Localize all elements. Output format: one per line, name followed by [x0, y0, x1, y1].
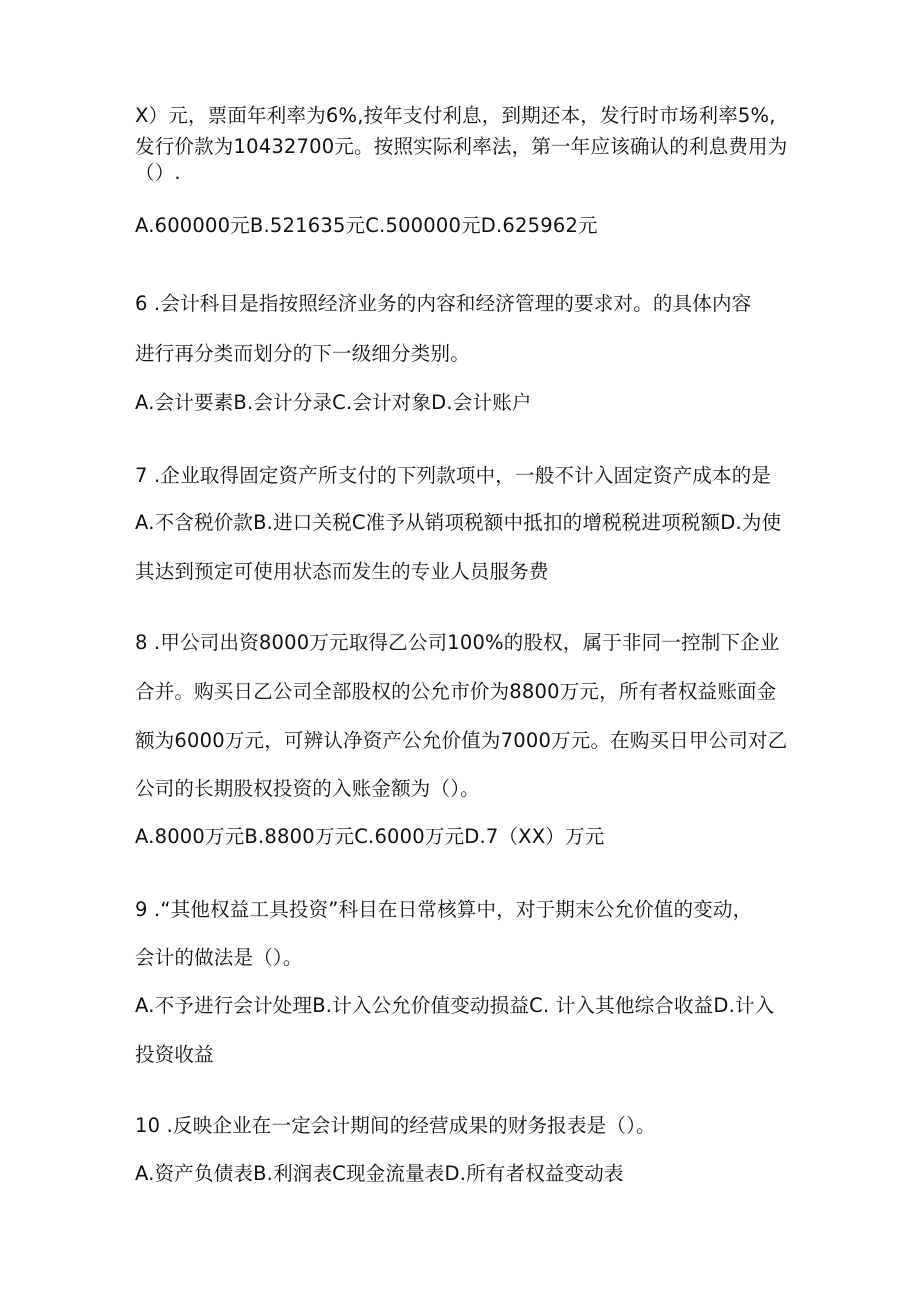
question-7-options-line-1: A.不含税价款B.进口关税C准予从销项税额中抵扣的增税税进项税额D.为使: [135, 511, 782, 534]
question-5-options: A.600000元B.521635元C.500000元D.625962元: [135, 214, 598, 237]
question-8-line-2: 合并。购买日乙公司全部股权的公允市价为8800万元，所有者权益账面金: [135, 680, 777, 703]
question-9-options-line-2: 投资收益: [135, 1043, 214, 1066]
question-7-options-line-2: 其达到预定可使用状态而发生的专业人员服务费: [135, 560, 549, 583]
question-9-line-1: 9 .“其他权益工具投资”科目在日常核算中，对于期末公允价值的变动，: [135, 898, 753, 921]
question-8-line-4: 公司的长期股权投资的入账金额为（）。: [135, 777, 480, 800]
question-6-line-2: 进行再分类而划分的下一级细分类别。: [135, 342, 470, 365]
question-8-line-3: 额为6000万元，可辨认净资产公允价值为7000万元。在购买日甲公司对乙: [135, 729, 788, 752]
question-5-line-2: 发行价款为10432700元。按照实际利率法，第一年应该确认的利息费用为: [135, 135, 788, 158]
question-9-line-2: 会计的做法是（）。: [135, 946, 303, 969]
question-8-options: A.8000万元B.8800万元C.6000万元D.7（XX）万元: [135, 825, 605, 848]
question-8-line-1: 8 .甲公司出资8000万元取得乙公司100%的股权，属于非同一控制下企业: [135, 631, 780, 654]
question-5-line-3: （）.: [135, 161, 181, 184]
question-9-options-line-1: A.不予进行会计处理B.计入公允价值变动损益C. 计入其他综合收益D.计入: [135, 994, 775, 1017]
question-6-line-1: 6 .会计科目是指按照经济业务的内容和经济管理的要求对。的具体内容: [135, 292, 752, 315]
question-10-options: A.资产负债表B.利润表C现金流量表D.所有者权益变动表: [135, 1162, 624, 1185]
question-7-line-1: 7 .企业取得固定资产所支付的下列款项中，一般不计入固定资产成本的是: [135, 464, 772, 487]
question-10-line-1: 10 .反映企业在一定会计期间的经营成果的财务报表是（）。: [135, 1114, 656, 1137]
question-5-line-1: X）元，票面年利率为6%,按年支付利息，到期还本，发行时市场利率5%,: [135, 104, 776, 127]
question-6-options: A.会计要素B.会计分录C.会计对象D.会计账户: [135, 391, 532, 414]
